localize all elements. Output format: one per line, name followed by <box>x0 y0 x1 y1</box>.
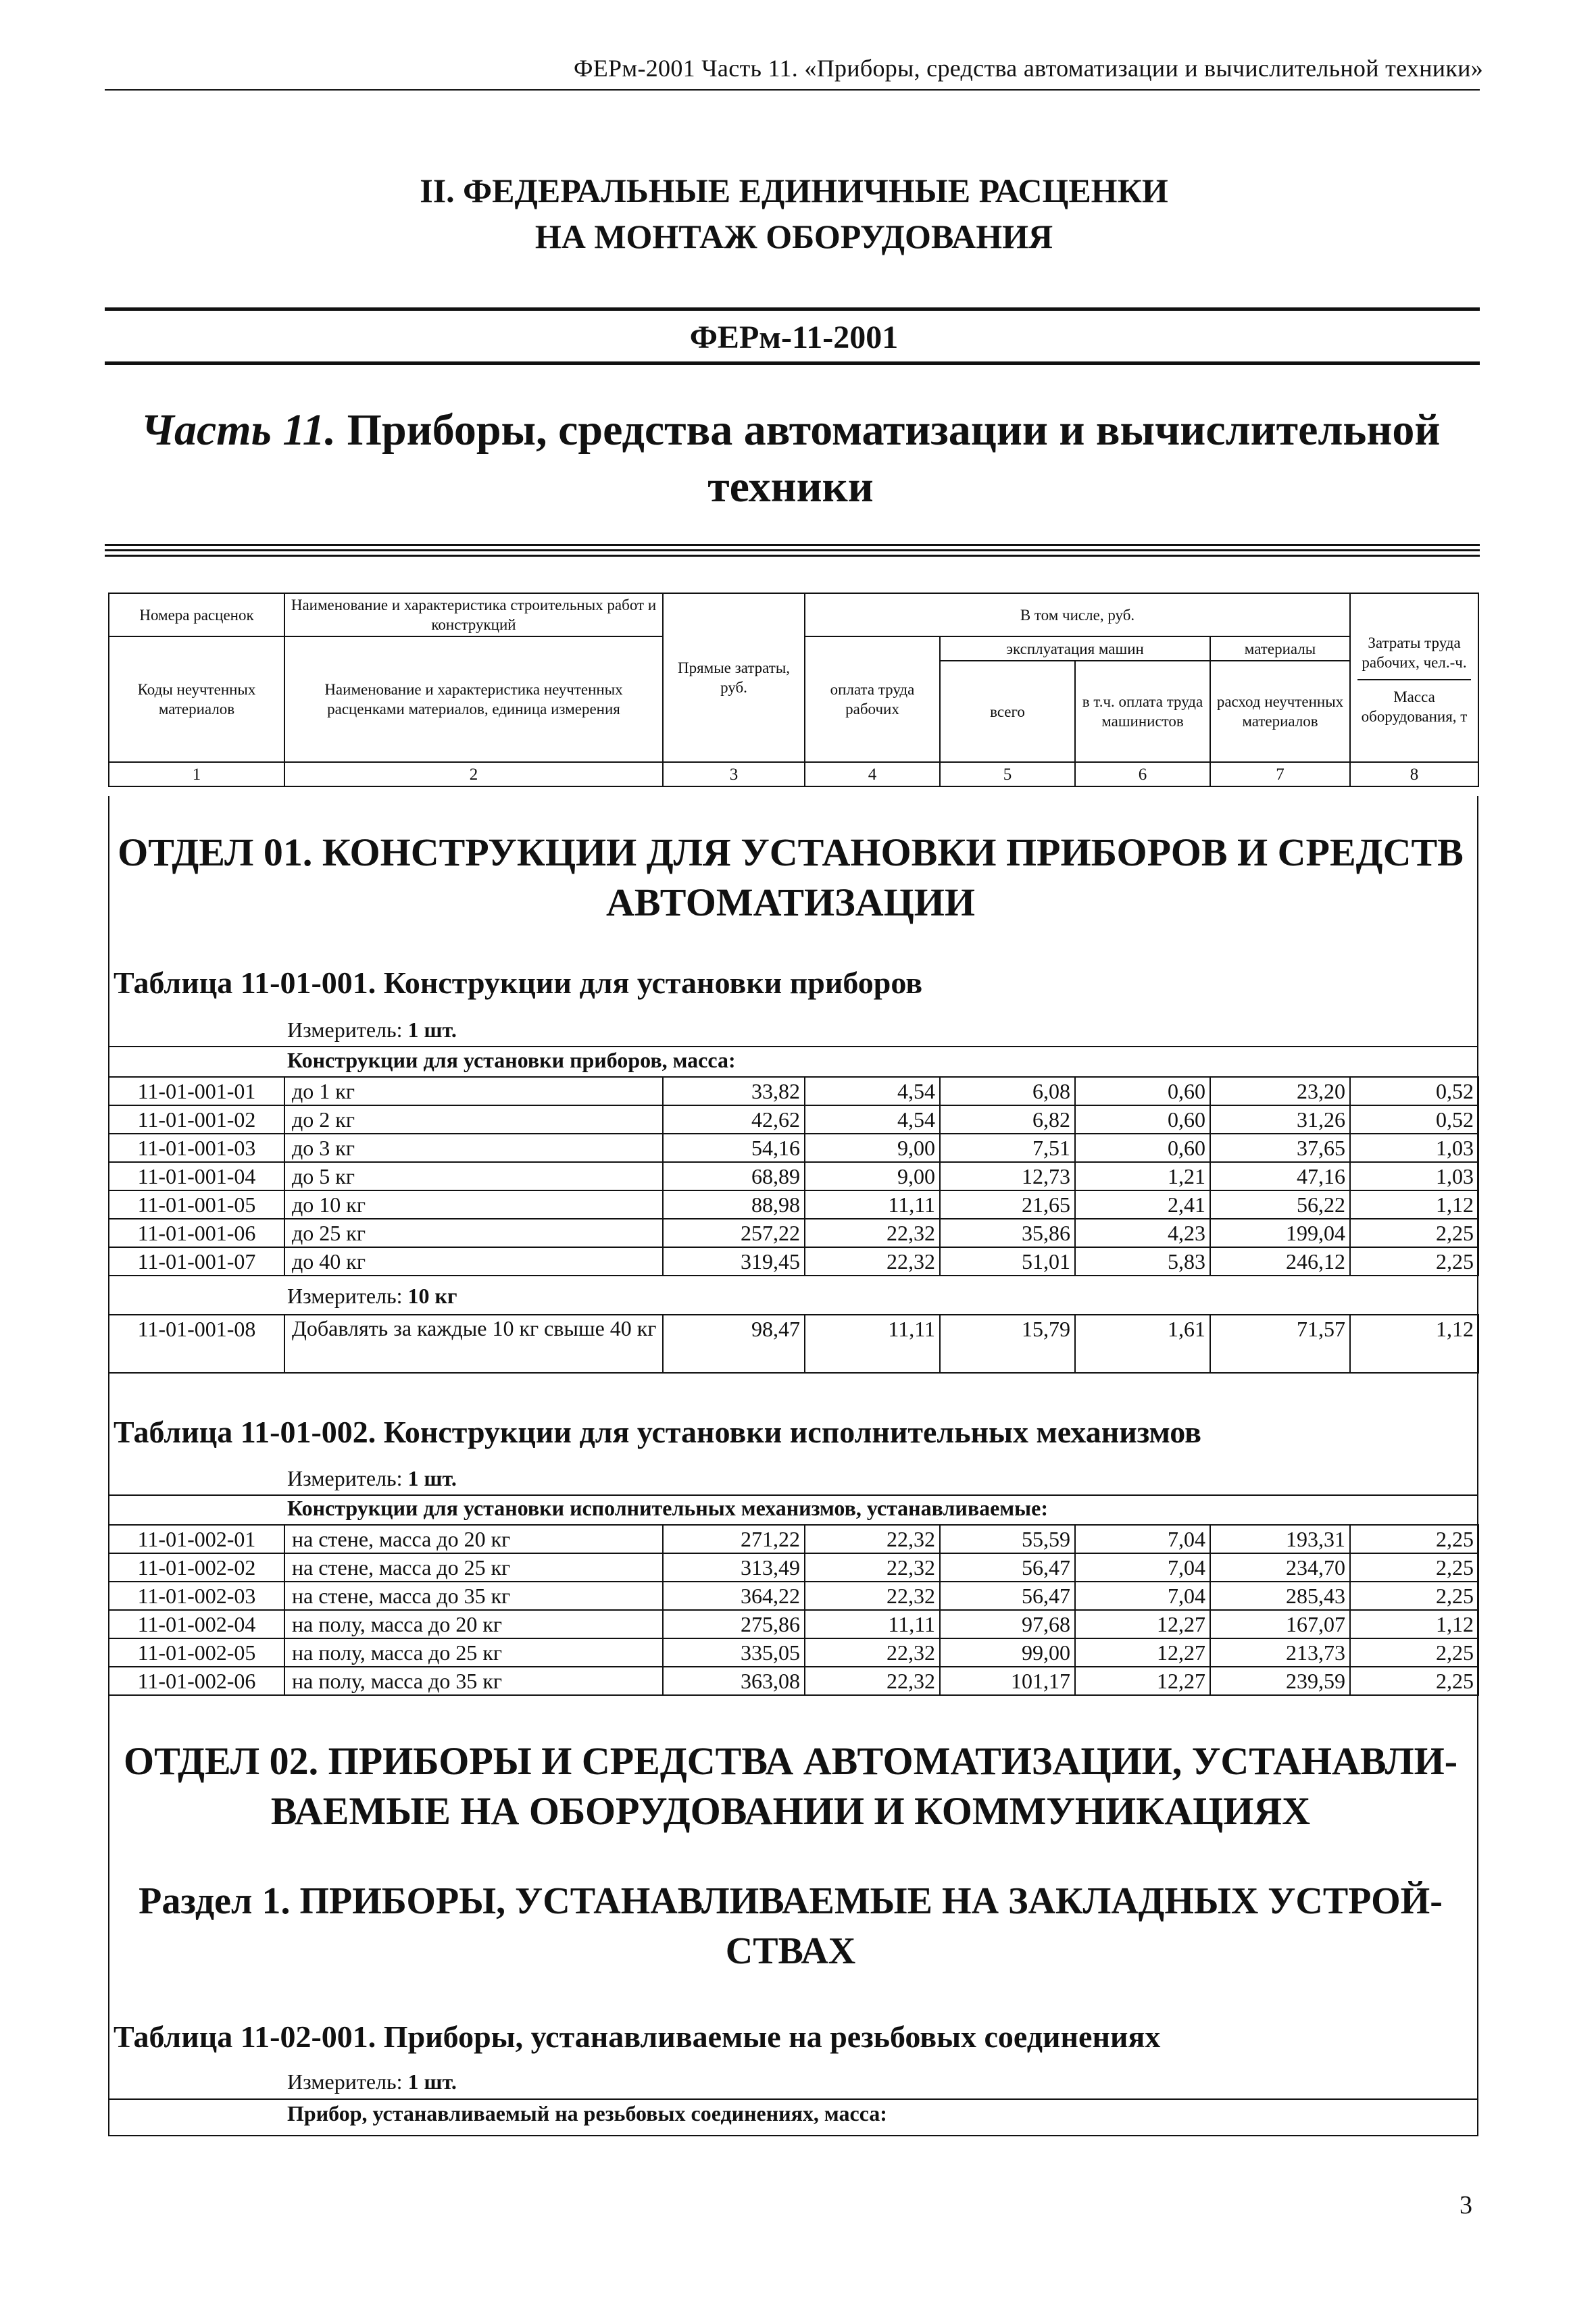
section-02-heading <box>115 1736 1466 1836</box>
table-row <box>109 1247 1478 1276</box>
materials: 239,59 <box>1210 1667 1350 1695</box>
labor-hours: 1,12 <box>1350 1190 1478 1219</box>
rate-code: 11-01-002-01 <box>109 1525 284 1553</box>
part-rule-2 <box>105 549 1480 551</box>
col5-header: всего <box>940 661 1075 762</box>
worker-pay: 11,11 <box>805 1610 940 1638</box>
col6-header: в т.ч. оплата труда машинистов <box>1075 661 1210 762</box>
col1-subheader: Коды неучтенных материалов <box>109 636 284 762</box>
machinist-pay: 0,60 <box>1075 1077 1210 1105</box>
col-number: 4 <box>805 762 940 786</box>
machines-total: 51,01 <box>940 1247 1075 1276</box>
table-row <box>109 1077 1478 1105</box>
machinist-pay: 12,27 <box>1075 1667 1210 1695</box>
materials: 47,16 <box>1210 1162 1350 1190</box>
direct-costs: 257,22 <box>663 1219 805 1247</box>
direct-costs: 88,98 <box>663 1190 805 1219</box>
table-2-group: Конструкции для установки исполнительных механизмов, устанавливаемые: <box>287 1496 1048 1520</box>
work-name: до 1 кг <box>284 1077 663 1105</box>
table-1-rule <box>108 1046 1478 1047</box>
column-header-table <box>108 593 1479 787</box>
materials: 246,12 <box>1210 1247 1350 1276</box>
col-number: 6 <box>1075 762 1210 786</box>
labor-hours: 1,03 <box>1350 1134 1478 1162</box>
materials: 71,57 <box>1210 1315 1350 1373</box>
work-name: на полу, масса до 25 кг <box>284 1638 663 1667</box>
work-name: на полу, масса до 35 кг <box>284 1667 663 1695</box>
table-2-body <box>108 1524 1479 1696</box>
rate-code: 11-01-001-05 <box>109 1190 284 1219</box>
machinist-pay: 12,27 <box>1075 1610 1210 1638</box>
machinist-pay: 7,04 <box>1075 1582 1210 1610</box>
table-3-group: Прибор, устанавливаемый на резьбовых соединениях, масса: <box>287 2101 887 2126</box>
machines-total: 12,73 <box>940 1162 1075 1190</box>
work-name: до 40 кг <box>284 1247 663 1276</box>
header-rule <box>105 89 1480 91</box>
col-number: 8 <box>1350 762 1478 786</box>
materials: 23,20 <box>1210 1077 1350 1105</box>
worker-pay: 22,32 <box>805 1525 940 1553</box>
table-1-extra <box>108 1314 1479 1374</box>
labor-hours: 2,25 <box>1350 1582 1478 1610</box>
running-header: ФЕРм-2001 Часть 11. «Приборы, средства автоматизации и вычислительной техники» <box>574 55 1483 82</box>
rate-code: 11-01-002-02 <box>109 1553 284 1582</box>
materials: 199,04 <box>1210 1219 1350 1247</box>
direct-costs: 33,82 <box>663 1077 805 1105</box>
table-1-unit-2: Измеритель: 10 кг <box>287 1284 457 1308</box>
labor-hours: 1,03 <box>1350 1162 1478 1190</box>
table-row <box>109 1190 1478 1219</box>
part-title-text: Приборы, средства автоматизации и вычислительной <box>336 405 1441 455</box>
table-row <box>109 1638 1478 1667</box>
table-1-unit: Измеритель: 1 шт. <box>287 1017 457 1042</box>
razdel-1-heading <box>115 1876 1466 1976</box>
machines-total: 56,47 <box>940 1553 1075 1582</box>
section-01-line-1: ОТДЕЛ 01. КОНСТРУКЦИИ ДЛЯ УСТАНОВКИ ПРИБОРОВ И СРЕДСТВ <box>118 830 1464 874</box>
machinist-pay: 5,83 <box>1075 1247 1210 1276</box>
labor-hours: 1,12 <box>1350 1610 1478 1638</box>
col4-header: оплата труда рабочих <box>805 636 940 762</box>
col-number: 2 <box>284 762 663 786</box>
razdel-1-line-1: Раздел 1. ПРИБОРЫ, УСТАНАВЛИВАЕМЫЕ НА ЗАКЛАДНЫХ УСТРОЙ- <box>139 1880 1443 1922</box>
direct-costs: 335,05 <box>663 1638 805 1667</box>
machinist-pay: 2,41 <box>1075 1190 1210 1219</box>
rate-code: 11-01-002-05 <box>109 1638 284 1667</box>
rate-code: 11-01-002-06 <box>109 1667 284 1695</box>
worker-pay: 22,32 <box>805 1219 940 1247</box>
machinist-pay: 1,21 <box>1075 1162 1210 1190</box>
direct-costs: 68,89 <box>663 1162 805 1190</box>
part-rule-1 <box>105 544 1480 546</box>
table-row <box>109 1610 1478 1638</box>
machines-total: 99,00 <box>940 1638 1075 1667</box>
machines-total: 35,86 <box>940 1219 1075 1247</box>
machines-total: 97,68 <box>940 1610 1075 1638</box>
section-01-heading <box>115 828 1466 928</box>
col1-header: Номера расценок <box>109 593 284 636</box>
table-row <box>109 1162 1478 1190</box>
part-title <box>115 402 1466 515</box>
doc-code: ФЕРм-11-2001 <box>689 320 899 355</box>
doc-code-rule-top <box>105 307 1480 311</box>
materials: 285,43 <box>1210 1582 1350 1610</box>
table-row <box>109 1525 1478 1553</box>
materials: 56,22 <box>1210 1190 1350 1219</box>
machines-total: 7,51 <box>940 1134 1075 1162</box>
rate-code: 11-01-001-07 <box>109 1247 284 1276</box>
worker-pay: 9,00 <box>805 1134 940 1162</box>
materials: 167,07 <box>1210 1610 1350 1638</box>
direct-costs: 313,49 <box>663 1553 805 1582</box>
direct-costs: 98,47 <box>663 1315 805 1373</box>
table-row <box>109 1553 1478 1582</box>
machines-total: 56,47 <box>940 1582 1075 1610</box>
materials-header: материалы <box>1210 636 1350 661</box>
direct-costs: 363,08 <box>663 1667 805 1695</box>
worker-pay: 22,32 <box>805 1667 940 1695</box>
labor-hours: 0,52 <box>1350 1077 1478 1105</box>
section-02-line-1: ОТДЕЛ 02. ПРИБОРЫ И СРЕДСТВА АВТОМАТИЗАЦИИ, УСТАНАВЛИ- <box>123 1739 1458 1783</box>
worker-pay: 4,54 <box>805 1105 940 1134</box>
col8-header-bottom: Масса оборудования, т <box>1357 679 1471 726</box>
table-row <box>109 1315 1478 1373</box>
direct-costs: 271,22 <box>663 1525 805 1553</box>
machinist-pay: 7,04 <box>1075 1553 1210 1582</box>
title-line-1: II. ФЕДЕРАЛЬНЫЕ ЕДИНИЧНЫЕ РАСЦЕНКИ <box>420 172 1168 209</box>
direct-costs: 364,22 <box>663 1582 805 1610</box>
work-name: до 5 кг <box>284 1162 663 1190</box>
table-1-body <box>108 1076 1479 1276</box>
labor-hours: 2,25 <box>1350 1638 1478 1667</box>
work-name: на стене, масса до 35 кг <box>284 1582 663 1610</box>
materials: 31,26 <box>1210 1105 1350 1134</box>
work-name: до 10 кг <box>284 1190 663 1219</box>
incl-header: В том числе, руб. <box>805 593 1350 636</box>
materials: 193,31 <box>1210 1525 1350 1553</box>
col2-subheader: Наименование и характеристика неучтенных расценками материалов, единица измерения <box>284 636 663 762</box>
table-row <box>109 1105 1478 1134</box>
worker-pay: 22,32 <box>805 1247 940 1276</box>
table-row <box>109 1582 1478 1610</box>
direct-costs: 54,16 <box>663 1134 805 1162</box>
labor-hours: 2,25 <box>1350 1667 1478 1695</box>
rate-code: 11-01-002-04 <box>109 1610 284 1638</box>
machines-header: эксплуатация машин <box>940 636 1210 661</box>
work-name: на полу, масса до 20 кг <box>284 1610 663 1638</box>
page-title <box>105 168 1483 259</box>
work-name: Добавлять за каждые 10 кг свыше 40 кг <box>284 1315 663 1373</box>
rate-code: 11-01-002-03 <box>109 1582 284 1610</box>
machines-total: 21,65 <box>940 1190 1075 1219</box>
col-number: 3 <box>663 762 805 786</box>
direct-costs: 275,86 <box>663 1610 805 1638</box>
table-2-title: Таблица 11-01-002. Конструкции для установки исполнительных механизмов <box>114 1415 1201 1449</box>
col8-header <box>1350 593 1478 762</box>
razdel-1-line-2: СТВАХ <box>725 1930 856 1972</box>
col-number: 1 <box>109 762 284 786</box>
title-line-2: НА МОНТАЖ ОБОРУДОВАНИЯ <box>534 218 1053 255</box>
part-title-line-2: техники <box>707 462 874 511</box>
labor-hours: 0,52 <box>1350 1105 1478 1134</box>
labor-hours: 2,25 <box>1350 1525 1478 1553</box>
work-name: на стене, масса до 25 кг <box>284 1553 663 1582</box>
direct-costs: 42,62 <box>663 1105 805 1134</box>
col-number: 7 <box>1210 762 1350 786</box>
table-3-title: Таблица 11-02-001. Приборы, устанавливаемые на резьбовых соединениях <box>114 2019 1161 2054</box>
table-3-unit: Измеритель: 1 шт. <box>287 2069 457 2094</box>
materials: 37,65 <box>1210 1134 1350 1162</box>
doc-code-rule-bottom <box>105 361 1480 365</box>
rate-code: 11-01-001-04 <box>109 1162 284 1190</box>
part-rule-3 <box>105 555 1480 557</box>
col-number: 5 <box>940 762 1075 786</box>
machinist-pay: 4,23 <box>1075 1219 1210 1247</box>
work-name: до 2 кг <box>284 1105 663 1134</box>
part-title-italic: Часть 11. <box>141 405 336 455</box>
worker-pay: 4,54 <box>805 1077 940 1105</box>
rate-code: 11-01-001-06 <box>109 1219 284 1247</box>
table-3-rule <box>108 2098 1478 2100</box>
section-02-line-2: ВАЕМЫЕ НА ОБОРУДОВАНИИ И КОММУНИКАЦИЯХ <box>270 1789 1311 1833</box>
table-1-title: Таблица 11-01-001. Конструкции для установки приборов <box>114 965 923 1000</box>
worker-pay: 11,11 <box>805 1190 940 1219</box>
page-number: 3 <box>1460 2191 1472 2219</box>
worker-pay: 22,32 <box>805 1638 940 1667</box>
rate-code: 11-01-001-02 <box>109 1105 284 1134</box>
materials: 234,70 <box>1210 1553 1350 1582</box>
machines-total: 6,82 <box>940 1105 1075 1134</box>
table-row <box>109 1667 1478 1695</box>
col8-header-top: Затраты труда рабочих, чел.-ч. <box>1362 634 1467 671</box>
machines-total: 101,17 <box>940 1667 1075 1695</box>
work-name: на стене, масса до 20 кг <box>284 1525 663 1553</box>
work-name: до 25 кг <box>284 1219 663 1247</box>
labor-hours: 1,12 <box>1350 1315 1478 1373</box>
worker-pay: 11,11 <box>805 1315 940 1373</box>
machinist-pay: 12,27 <box>1075 1638 1210 1667</box>
machines-total: 55,59 <box>940 1525 1075 1553</box>
worker-pay: 22,32 <box>805 1582 940 1610</box>
rate-code: 11-01-001-03 <box>109 1134 284 1162</box>
labor-hours: 2,25 <box>1350 1219 1478 1247</box>
rate-code: 11-01-001-01 <box>109 1077 284 1105</box>
table-row <box>109 1134 1478 1162</box>
materials: 213,73 <box>1210 1638 1350 1667</box>
labor-hours: 2,25 <box>1350 1247 1478 1276</box>
machinist-pay: 1,61 <box>1075 1315 1210 1373</box>
worker-pay: 22,32 <box>805 1553 940 1582</box>
table-row <box>109 1219 1478 1247</box>
labor-hours: 2,25 <box>1350 1553 1478 1582</box>
section-01-line-2: АВТОМАТИЗАЦИИ <box>605 880 975 924</box>
machinist-pay: 7,04 <box>1075 1525 1210 1553</box>
worker-pay: 9,00 <box>805 1162 940 1190</box>
machinist-pay: 0,60 <box>1075 1105 1210 1134</box>
col7-header: расход неучтенных материалов <box>1210 661 1350 762</box>
work-name: до 3 кг <box>284 1134 663 1162</box>
rate-code: 11-01-001-08 <box>109 1315 284 1373</box>
col2-header: Наименование и характеристика строительных работ и конструкций <box>284 593 663 636</box>
machines-total: 6,08 <box>940 1077 1075 1105</box>
machinist-pay: 0,60 <box>1075 1134 1210 1162</box>
col3-header: Прямые затраты, руб. <box>663 593 805 762</box>
table-2-unit: Измеритель: 1 шт. <box>287 1466 457 1490</box>
direct-costs: 319,45 <box>663 1247 805 1276</box>
table-1-group: Конструкции для установки приборов, масса: <box>287 1048 736 1072</box>
machines-total: 15,79 <box>940 1315 1075 1373</box>
